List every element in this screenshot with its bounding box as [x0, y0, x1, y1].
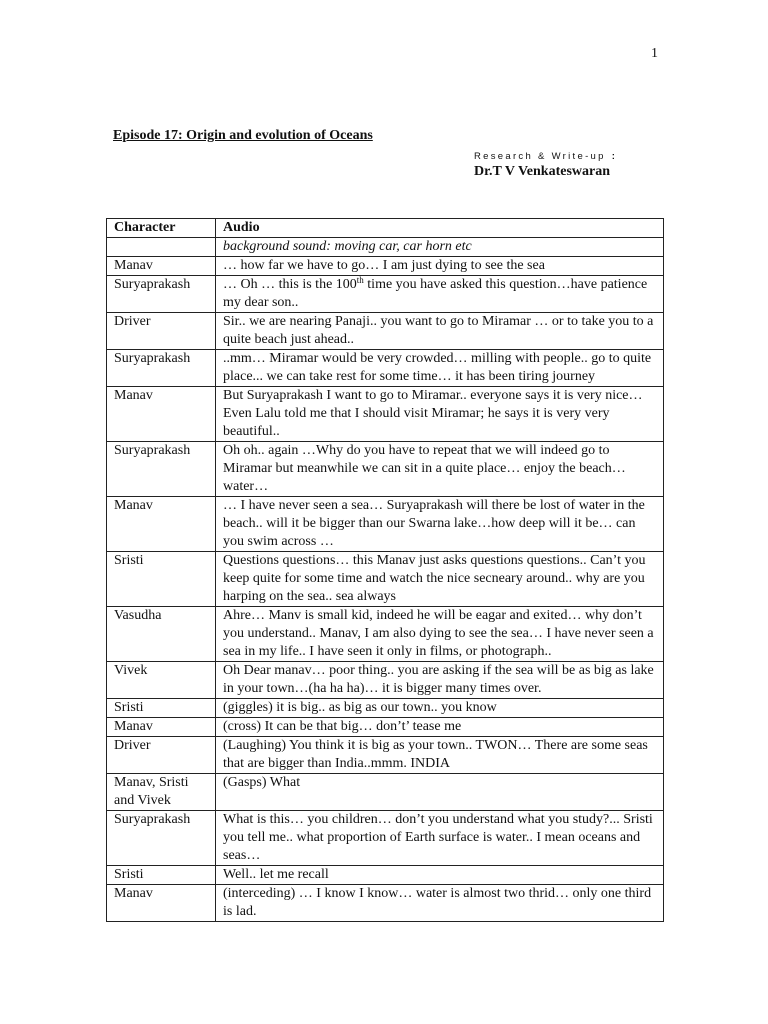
- character-cell: Suryaprakash: [107, 811, 216, 866]
- character-cell: Manav: [107, 885, 216, 922]
- episode-title: Episode 17: Origin and evolution of Oceans: [113, 128, 373, 143]
- table-row: [107, 257, 664, 276]
- table-row: [107, 811, 664, 866]
- table-row: [107, 387, 664, 442]
- audio-cell: … how far we have to go… I am just dying to see the sea: [216, 257, 664, 276]
- character-cell: Suryaprakash: [107, 442, 216, 497]
- table-row: [107, 313, 664, 350]
- audio-cell: [216, 276, 664, 313]
- audio-cell: Well.. let me recall: [216, 866, 664, 885]
- audio-cell: (interceding) … I know I know… water is almost two thrid… only one third is lad.: [216, 885, 664, 922]
- audio-cell: Oh Dear manav… poor thing.. you are asking if the sea will be as big as lake in your town…(ha ha ha)… it is bigger many times over.: [216, 662, 664, 699]
- character-cell: Manav: [107, 387, 216, 442]
- audio-cell: (cross) It can be that big… don’t’ tease me: [216, 718, 664, 737]
- character-cell: Manav, Sristi and Vivek: [107, 774, 216, 811]
- table-header-row: [107, 219, 664, 238]
- table-row: [107, 662, 664, 699]
- background-note: background sound: moving car, car horn etc: [216, 238, 664, 257]
- script-table: [106, 218, 664, 922]
- character-cell: Manav: [107, 257, 216, 276]
- audio-cell: Questions questions… this Manav just asks questions questions.. Can’t you keep quite for some time and watch the nice secneary around.. why are you harping on the sea.. sea always: [216, 552, 664, 607]
- superscript: th: [356, 275, 364, 285]
- audio-cell: Ahre… Manv is small kid, indeed he will be eagar and exited… why don’t you understand.. Manav, I am also dying to see the sea… I have never seen a sea in my life.. I have seen it only in films, or photograph..: [216, 607, 664, 662]
- audio-cell: What is this… you children… don’t you understand what you study?... Sristi you tell me.. what proportion of Earth surface is water.. I mean oceans and seas…: [216, 811, 664, 866]
- author-name: Dr.T V Venkateswaran: [474, 164, 611, 179]
- audio-cell: Sir.. we are nearing Panaji.. you want to go to Miramar … or to take you to a quite beach just ahead..: [216, 313, 664, 350]
- character-cell: Manav: [107, 497, 216, 552]
- table-row: [107, 552, 664, 607]
- character-cell: Sristi: [107, 866, 216, 885]
- audio-cell: ..mm… Miramar would be very crowded… milling with people.. go to quite place... we can take rest for some time… it has been tiring journey: [216, 350, 664, 387]
- table-row: [107, 497, 664, 552]
- audio-cell: (giggles) it is big.. as big as our town.. you know: [216, 699, 664, 718]
- credit-label-colon: :: [611, 151, 615, 162]
- character-cell: Sristi: [107, 699, 216, 718]
- character-cell: Driver: [107, 313, 216, 350]
- character-cell: Vivek: [107, 662, 216, 699]
- audio-cell: (Gasps) What: [216, 774, 664, 811]
- table-row: [107, 737, 664, 774]
- page-number: 1: [651, 46, 658, 61]
- audio-text: time you have asked this question…have patience my dear son..: [223, 277, 648, 310]
- character-cell: Driver: [107, 737, 216, 774]
- background-note-character-cell: [107, 238, 216, 257]
- character-cell: Suryaprakash: [107, 276, 216, 313]
- table-row: [107, 699, 664, 718]
- audio-cell: … I have never seen a sea… Suryaprakash will there be lost of water in the beach.. will it be bigger than our Swarna lake…how deep will it be… can you swim across …: [216, 497, 664, 552]
- audio-cell: (Laughing) You think it is big as your town.. TWON… There are some seas that are bigger than India..mmm. INDIA: [216, 737, 664, 774]
- table-row: [107, 718, 664, 737]
- column-header-audio: Audio: [216, 219, 664, 238]
- table-row: [107, 607, 664, 662]
- character-cell: Sristi: [107, 552, 216, 607]
- character-cell: Suryaprakash: [107, 350, 216, 387]
- table-row: [107, 350, 664, 387]
- audio-cell: Oh oh.. again …Why do you have to repeat that we will indeed go to Miramar but meanwhile we can sit in a quite place… enjoy the beach… water…: [216, 442, 664, 497]
- table-row: [107, 442, 664, 497]
- table-row: [107, 774, 664, 811]
- table-row: [107, 276, 664, 313]
- audio-cell: But Suryaprakash I want to go to Miramar.. everyone says it is very nice…Even Lalu told me that I should visit Miramar; he says it is very very beautiful..: [216, 387, 664, 442]
- character-cell: Manav: [107, 718, 216, 737]
- audio-text: … Oh … this is the 100: [223, 277, 357, 292]
- table-row: [107, 885, 664, 922]
- table-row: [107, 866, 664, 885]
- credit-label-text: Research & Write-up: [474, 151, 606, 162]
- column-header-character: Character: [107, 219, 216, 238]
- background-note-row: [107, 238, 664, 257]
- character-cell: Vasudha: [107, 607, 216, 662]
- credit-label: [474, 151, 615, 162]
